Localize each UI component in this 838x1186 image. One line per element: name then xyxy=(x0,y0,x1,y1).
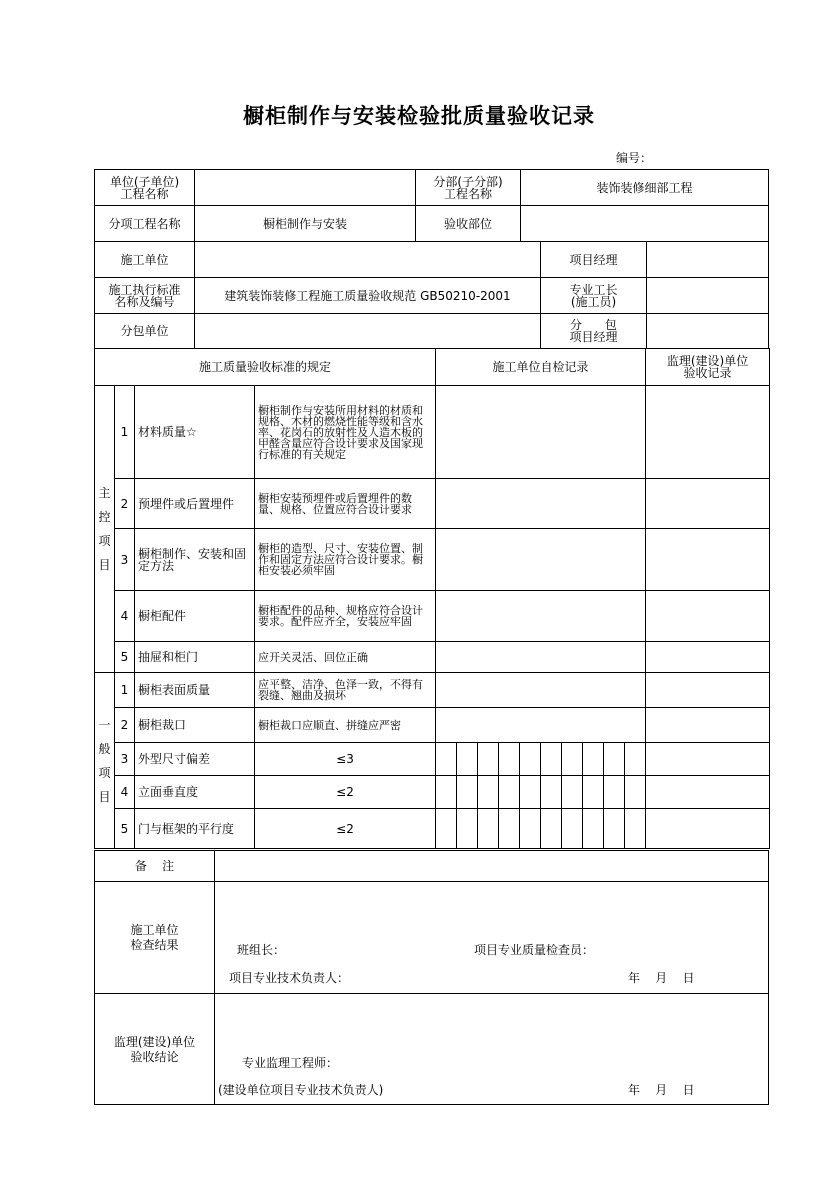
supervision-record[interactable] xyxy=(646,673,770,708)
unit-name-label: 单位(子单位) 工程名称 xyxy=(95,170,195,206)
subcontractor-label: 分包单位 xyxy=(95,314,195,349)
supervision-record[interactable] xyxy=(646,529,770,591)
item-name: 预埋件或后置埋件 xyxy=(135,479,255,529)
measurement-cell[interactable] xyxy=(457,743,478,776)
table-row xyxy=(95,479,770,529)
acceptance-part-label: 验收部位 xyxy=(416,206,521,242)
measurement-cell[interactable] xyxy=(604,809,625,849)
item-name: 抽屉和柜门 xyxy=(135,642,255,673)
supervision-engineer-label: 专业监理工程师： xyxy=(242,1056,339,1070)
measurement-cell[interactable] xyxy=(541,776,562,809)
measurement-cell[interactable] xyxy=(562,743,583,776)
supervision-record[interactable] xyxy=(646,386,770,479)
measurement-cell[interactable] xyxy=(583,776,604,809)
sub-project-manager-value[interactable] xyxy=(647,314,769,349)
item-name: 材料质量☆ xyxy=(135,386,255,479)
inspection-items-table xyxy=(94,348,770,849)
item-name: 外型尺寸偏差 xyxy=(135,743,255,776)
division-name-label: 分部(子分部) 工程名称 xyxy=(416,170,521,206)
serial-number-label: 编号： xyxy=(616,151,653,165)
item-criteria: ≤2 xyxy=(255,809,436,849)
measurement-cell[interactable] xyxy=(604,743,625,776)
measurement-cell[interactable] xyxy=(478,776,499,809)
page-title: 橱柜制作与安装检验批质量验收记录 xyxy=(243,104,595,128)
item-criteria: ≤3 xyxy=(255,743,436,776)
table-row xyxy=(95,386,770,479)
item-number: 2 xyxy=(115,708,135,743)
construction-check-label: 施工单位 检查结果 xyxy=(95,882,215,994)
sub-project-manager-label: 分 包 项目经理 xyxy=(541,314,647,349)
item-number: 3 xyxy=(115,743,135,776)
unit-name-value[interactable] xyxy=(195,170,416,206)
item-name: 橱柜表面质量 xyxy=(135,673,255,708)
subitem-name-label: 分项工程名称 xyxy=(95,206,195,242)
measurement-cell[interactable] xyxy=(562,776,583,809)
measurement-cell[interactable] xyxy=(478,743,499,776)
owner-tech-lead-label: (建设单位项目专业技术负责人) xyxy=(218,1083,384,1097)
standard-label: 施工执行标准 名称及编号 xyxy=(95,278,195,314)
supervision-conclusion-area[interactable] xyxy=(215,994,769,1105)
item-criteria: 橱柜裁口应顺直、拼缝应严密 xyxy=(255,708,436,743)
item-name: 橱柜裁口 xyxy=(135,708,255,743)
self-check-record[interactable] xyxy=(436,708,646,743)
self-check-record[interactable] xyxy=(436,479,646,529)
column-header-supervision: 监理(建设)单位 验收记录 xyxy=(646,349,770,386)
table-row xyxy=(95,673,770,708)
item-criteria: 橱柜制作与安装所用材料的材质和规格、木材的燃烧性能等级和含水率、花岗石的放射性及人造木板的甲醛含量应符合设计要求及国家现行标准的有关规定 xyxy=(255,386,436,479)
subcontractor-value[interactable] xyxy=(195,314,541,349)
header-table xyxy=(94,169,769,349)
table-row xyxy=(95,809,770,849)
measurement-cell[interactable] xyxy=(625,809,646,849)
foreman-value[interactable] xyxy=(647,278,769,314)
self-check-record[interactable] xyxy=(436,529,646,591)
item-name: 橱柜配件 xyxy=(135,591,255,642)
main-items-group-label: 主 控 项 目 xyxy=(95,386,115,673)
supervision-record[interactable] xyxy=(646,743,770,776)
remarks-label: 备 注 xyxy=(95,851,215,882)
table-row xyxy=(95,591,770,642)
self-check-record[interactable] xyxy=(436,642,646,673)
supervision-conclusion-label: 监理(建设)单位 验收结论 xyxy=(95,994,215,1105)
item-criteria: ≤2 xyxy=(255,776,436,809)
table-row xyxy=(95,642,770,673)
contractor-label: 施工单位 xyxy=(95,242,195,278)
tech-lead-label: 项目专业技术负责人： xyxy=(229,971,350,985)
supervision-record[interactable] xyxy=(646,809,770,849)
self-check-record[interactable] xyxy=(436,591,646,642)
item-number: 3 xyxy=(115,529,135,591)
acceptance-part-value[interactable] xyxy=(521,206,769,242)
supervision-record[interactable] xyxy=(646,479,770,529)
construction-date-label: 年 月 日 xyxy=(628,971,695,985)
supervision-record[interactable] xyxy=(646,642,770,673)
contractor-value[interactable] xyxy=(195,242,541,278)
measurement-cell[interactable] xyxy=(583,743,604,776)
measurement-cell[interactable] xyxy=(520,776,541,809)
measurement-cell[interactable] xyxy=(604,776,625,809)
item-number: 4 xyxy=(115,776,135,809)
measurement-cell[interactable] xyxy=(625,743,646,776)
signoff-table xyxy=(94,850,769,1105)
item-number: 4 xyxy=(115,591,135,642)
remarks-value[interactable] xyxy=(215,851,769,882)
subitem-name-value[interactable]: 橱柜制作与安装 xyxy=(195,206,416,242)
measurement-cell[interactable] xyxy=(499,743,520,776)
item-criteria: 橱柜的造型、尺寸、安装位置、制作和固定方法应符合设计要求。橱柜安装必须牢固 xyxy=(255,529,436,591)
supervision-record[interactable] xyxy=(646,591,770,642)
table-row xyxy=(95,529,770,591)
self-check-record[interactable] xyxy=(436,673,646,708)
measurement-cell[interactable] xyxy=(583,809,604,849)
table-row xyxy=(95,743,770,776)
measurement-cell[interactable] xyxy=(436,743,457,776)
standard-value[interactable]: 建筑装饰装修工程施工质量验收规范 GB50210-2001 xyxy=(195,278,541,314)
project-manager-label: 项目经理 xyxy=(541,242,647,278)
foreman-label: 专业工长 (施工员) xyxy=(541,278,647,314)
measurement-cell[interactable] xyxy=(541,743,562,776)
measurement-cell[interactable] xyxy=(520,743,541,776)
measurement-cell[interactable] xyxy=(478,809,499,849)
item-criteria: 应平整、洁净、色泽一致，不得有裂缝、翘曲及损坏 xyxy=(255,673,436,708)
measurement-cell[interactable] xyxy=(499,776,520,809)
supervision-record[interactable] xyxy=(646,776,770,809)
supervision-date-label: 年 月 日 xyxy=(628,1083,695,1097)
quality-inspector-label: 项目专业质量检查员： xyxy=(474,943,595,957)
general-items-group-label: 一 般 项 目 xyxy=(95,673,115,849)
item-number: 1 xyxy=(115,673,135,708)
construction-check-area[interactable] xyxy=(215,882,769,994)
measurement-cell[interactable] xyxy=(457,776,478,809)
item-number: 5 xyxy=(115,809,135,849)
item-criteria: 橱柜配件的品种、规格应符合设计要求。配件应齐全，安装应牢固 xyxy=(255,591,436,642)
measurement-cell[interactable] xyxy=(499,809,520,849)
item-name: 立面垂直度 xyxy=(135,776,255,809)
item-name: 橱柜制作、安装和固定方法 xyxy=(135,529,255,591)
table-row xyxy=(95,776,770,809)
column-header-standard: 施工质量验收标准的规定 xyxy=(95,349,436,386)
table-row xyxy=(95,708,770,743)
team-leader-label: 班组长： xyxy=(237,943,286,957)
item-number: 2 xyxy=(115,479,135,529)
measurement-cell[interactable] xyxy=(436,776,457,809)
item-number: 5 xyxy=(115,642,135,673)
measurement-cell[interactable] xyxy=(457,809,478,849)
self-check-record[interactable] xyxy=(436,386,646,479)
item-number: 1 xyxy=(115,386,135,479)
measurement-cell[interactable] xyxy=(541,809,562,849)
measurement-cell[interactable] xyxy=(520,809,541,849)
item-criteria: 橱柜安装预埋件或后置埋件的数量、规格、位置应符合设计要求 xyxy=(255,479,436,529)
item-name: 门与框架的平行度 xyxy=(135,809,255,849)
measurement-cell[interactable] xyxy=(562,809,583,849)
project-manager-value[interactable] xyxy=(647,242,769,278)
measurement-cell[interactable] xyxy=(436,809,457,849)
division-name-value[interactable]: 装饰装修细部工程 xyxy=(521,170,769,206)
column-header-self-check: 施工单位自检记录 xyxy=(436,349,646,386)
item-criteria: 应开关灵活、回位正确 xyxy=(255,642,436,673)
measurement-cell[interactable] xyxy=(625,776,646,809)
supervision-record[interactable] xyxy=(646,708,770,743)
